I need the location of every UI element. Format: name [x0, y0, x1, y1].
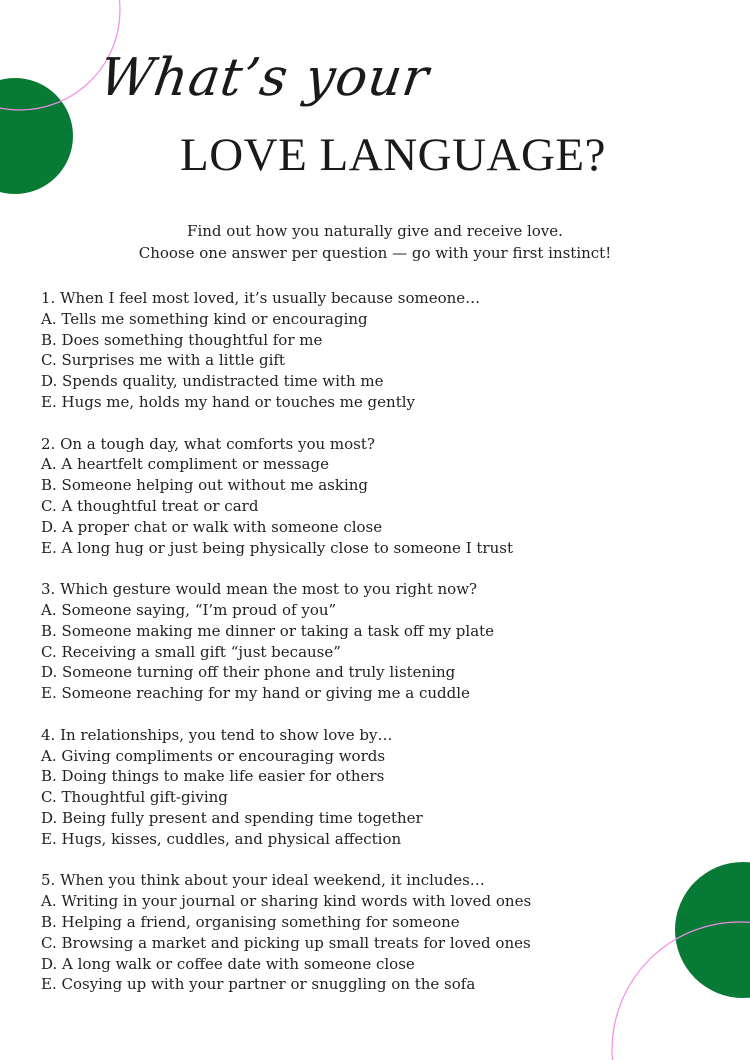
- answer-option-c: C. Thoughtful gift-giving: [41, 788, 228, 807]
- answer-option-b: B. Does something thoughtful for me: [41, 330, 323, 349]
- answer-option-c: C. Browsing a market and picking up small treats for loved ones: [41, 933, 531, 952]
- intro-line-1: Find out how you naturally give and receive love.: [187, 222, 563, 240]
- intro-text: [0, 220, 750, 264]
- question-text: 5. When you think about your ideal weekend, it includes…: [41, 871, 485, 890]
- answer-option-c: C. Receiving a small gift “just because”: [41, 642, 341, 661]
- answer-option-c: C. Surprises me with a little gift: [41, 351, 285, 370]
- answer-option-a: A. Someone saying, “I’m proud of you”: [41, 600, 337, 619]
- bottom-right-decoration: [590, 840, 750, 1060]
- answer-option-a: A. Giving compliments or encouraging words: [41, 746, 386, 765]
- answer-option-e: E. Hugs me, holds my hand or touches me gently: [41, 392, 415, 411]
- answer-option-d: D. A proper chat or walk with someone close: [41, 517, 383, 536]
- question-block-2: [41, 434, 601, 559]
- question-text: 3. Which gesture would mean the most to you right now?: [41, 580, 478, 599]
- answer-option-b: B. Someone helping out without me asking: [41, 476, 369, 495]
- answer-option-d: D. Spends quality, undistracted time with me: [41, 372, 384, 391]
- green-circle-bottom-right: [675, 862, 750, 998]
- answer-option-e: E. Someone reaching for my hand or giving me a cuddle: [41, 684, 470, 703]
- question-text: 1. When I feel most loved, it’s usually because someone…: [41, 289, 481, 307]
- answer-option-c: C. A thoughtful treat or card: [41, 496, 259, 515]
- question-list: [41, 288, 601, 1016]
- question-block-4: [41, 725, 601, 850]
- answer-option-b: B. Someone making me dinner or taking a task off my plate: [41, 621, 495, 640]
- answer-option-b: B. Helping a friend, organising something for someone: [41, 912, 460, 931]
- answer-option-e: E. A long hug or just being physically close to someone I trust: [41, 538, 513, 557]
- green-circle-top-left: [0, 78, 73, 194]
- script-title: What’s your: [95, 48, 433, 108]
- answer-option-a: A. Tells me something kind or encouraging: [41, 309, 368, 328]
- question-block-3: [41, 579, 601, 704]
- answer-option-a: A. A heartfelt compliment or message: [41, 455, 329, 474]
- pink-ring-bottom-right: [612, 922, 750, 1060]
- question-block-1: [41, 288, 601, 413]
- answer-option-d: D. Being fully present and spending time together: [41, 808, 423, 827]
- question-text: 4. In relationships, you tend to show love by…: [41, 725, 393, 744]
- question-text: 2. On a tough day, what comforts you most?: [41, 434, 375, 453]
- answer-option-d: D. Someone turning off their phone and truly listening: [41, 663, 456, 682]
- question-block-5: [41, 870, 601, 995]
- answer-option-d: D. A long walk or coffee date with someone close: [41, 954, 415, 973]
- answer-option-e: E. Cosying up with your partner or snuggling on the sofa: [41, 975, 476, 994]
- intro-line-2: Choose one answer per question — go with your first instinct!: [138, 244, 612, 262]
- answer-option-a: A. Writing in your journal or sharing kind words with loved ones: [41, 892, 532, 911]
- answer-option-b: B. Doing things to make life easier for others: [41, 767, 385, 786]
- answer-option-e: E. Hugs, kisses, cuddles, and physical affection: [41, 829, 402, 848]
- page-title: LOVE LANGUAGE?: [180, 129, 606, 181]
